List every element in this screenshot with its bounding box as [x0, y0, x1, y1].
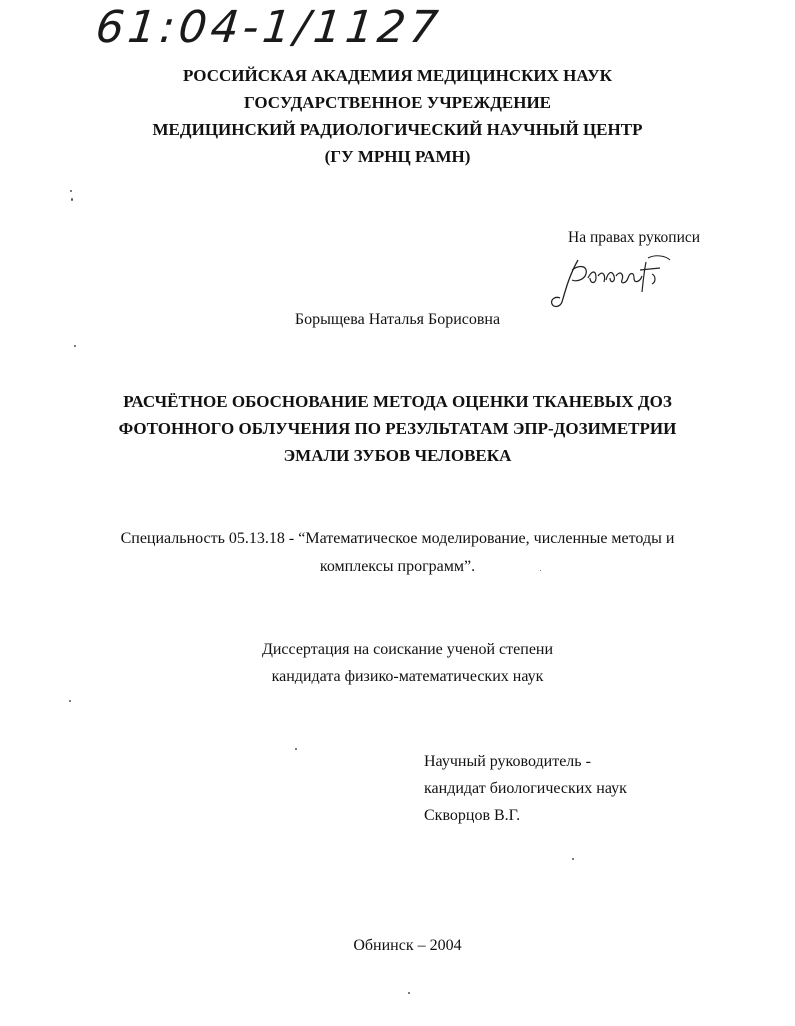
author-name: Борыщева Наталья Борисовна [294, 311, 501, 328]
title-line: ФОТОННОГО ОБЛУЧЕНИЯ ПО РЕЗУЛЬТАТАМ ЭПР-ДОЗИМЕТРИИ [118, 419, 677, 438]
scan-speck [295, 748, 297, 750]
organization-line: (ГУ МРНЦ РАМН) [324, 147, 471, 166]
supervisor-line: кандидат биологических наук [424, 780, 627, 797]
scan-speck [71, 198, 73, 201]
scan-speck [74, 345, 76, 347]
degree-line: кандидата физико-математических наук [271, 668, 544, 685]
scan-speck [540, 570, 541, 571]
organization-line: РОССИЙСКАЯ АКАДЕМИЯ МЕДИЦИНСКИХ НАУК [183, 66, 612, 85]
organization-header [0, 62, 795, 170]
specialty-line: комплексы программ”. [319, 558, 476, 575]
archive-number: 61:04-1/1127 [93, 2, 445, 53]
specialty [0, 525, 795, 581]
signature-image [548, 252, 678, 310]
specialty-line: Специальность 05.13.18 - “Математическое моделирование, численные методы и [120, 530, 675, 547]
organization-line: МЕДИЦИНСКИЙ РАДИОЛОГИЧЕСКИЙ НАУЧНЫЙ ЦЕНТР [152, 120, 643, 139]
dissertation-title [0, 388, 795, 469]
scientific-supervisor [424, 748, 627, 829]
supervisor-line: Скворцов В.Г. [424, 807, 521, 824]
title-line: ЭМАЛИ ЗУБОВ ЧЕЛОВЕКА [283, 446, 512, 465]
supervisor-line: Научный руководитель - [424, 753, 591, 770]
title-line: РАСЧЁТНОЕ ОБОСНОВАНИЕ МЕТОДА ОЦЕНКИ ТКАНЕВЫХ ДОЗ [123, 392, 672, 411]
organization-line: ГОСУДАРСТВЕННОЕ УЧРЕЖДЕНИЕ [243, 93, 552, 112]
scan-speck [69, 700, 71, 702]
scan-speck [408, 992, 410, 994]
manuscript-rights: На правах рукописи [568, 229, 701, 246]
degree-line: Диссертация на соискание ученой степени [261, 641, 554, 658]
city-year: Обнинск – 2004 [353, 937, 462, 954]
degree-statement [0, 636, 795, 690]
scan-speck [70, 190, 72, 192]
scan-speck [572, 858, 574, 860]
